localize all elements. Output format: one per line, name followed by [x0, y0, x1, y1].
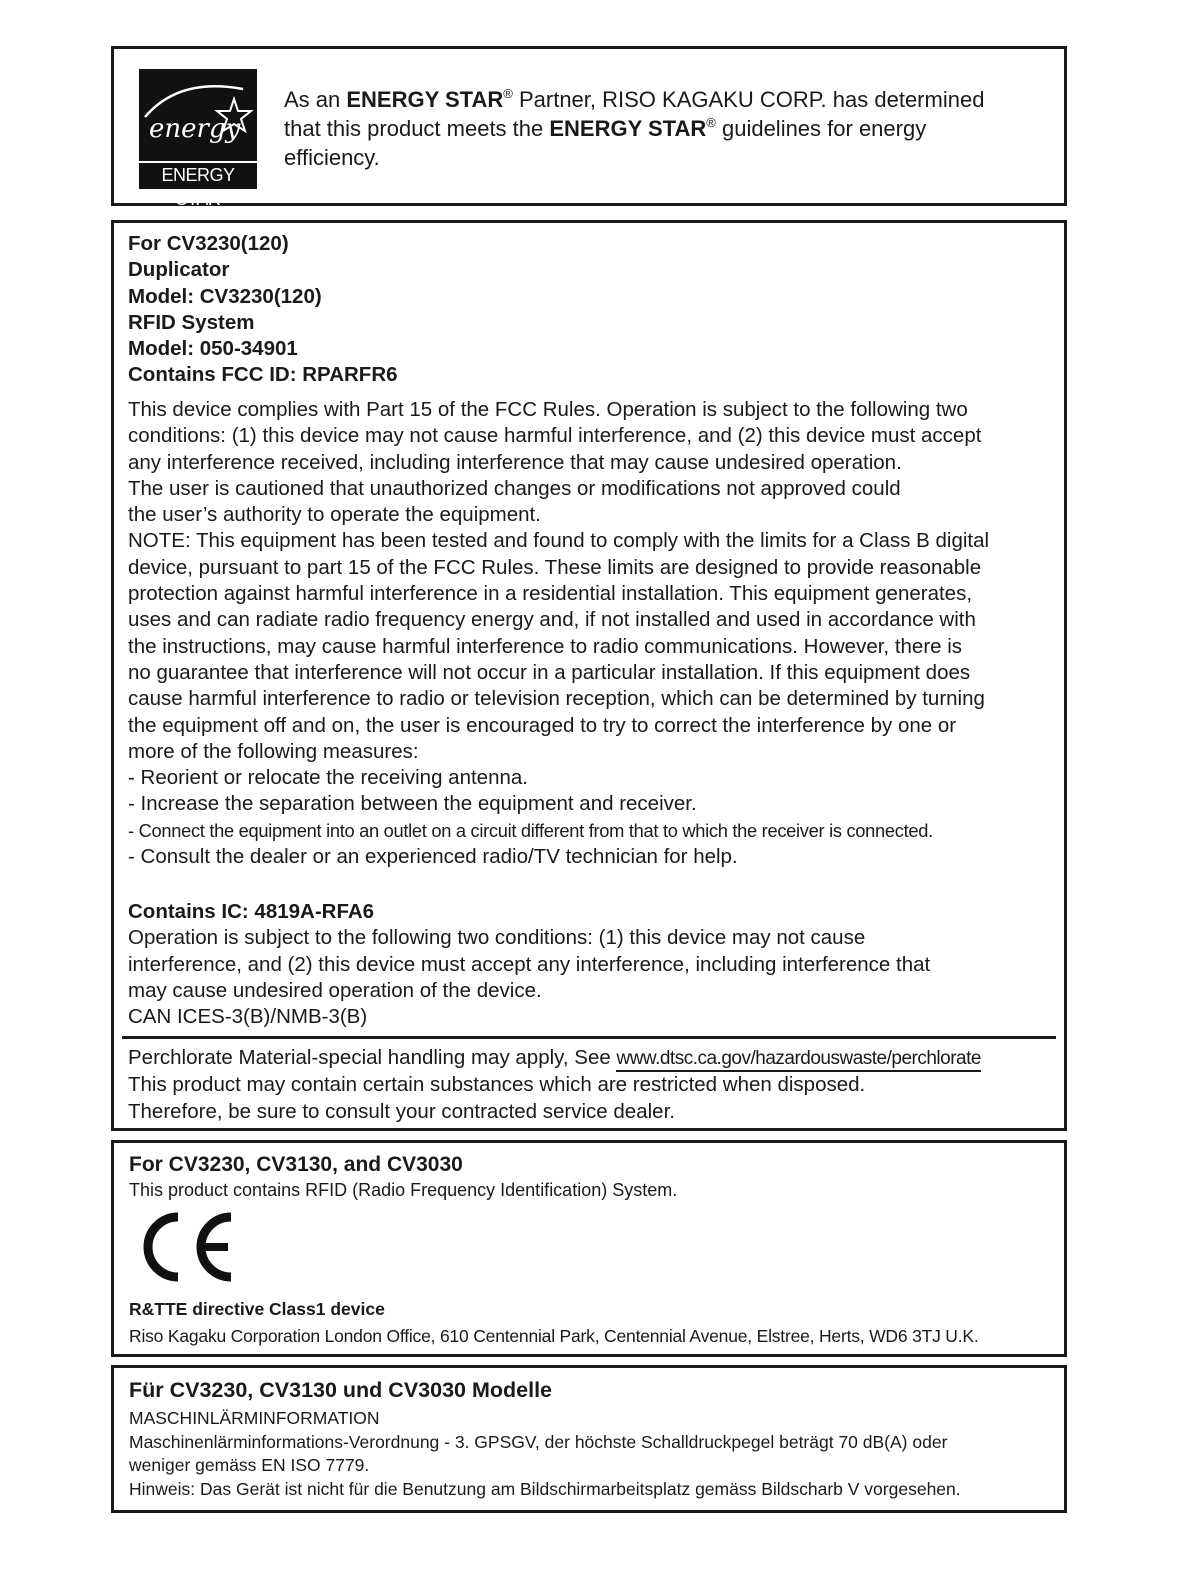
fcc-line: no guarantee that interference will not occur in a particular installation. If this equipment does: [128, 660, 971, 684]
rtte-directive: R&TTE directive Class1 device: [129, 1299, 385, 1319]
company-address: Riso Kagaku Corporation London Office, 610 Centennial Park, Centennial Avenue, Elstree, Herts, WD6 3TJ U.K.: [129, 1326, 979, 1346]
fcc-line: more of the following measures:: [128, 739, 419, 763]
german-line: Hinweis: Das Gerät ist nicht für die Benutzung am Bildschirmarbeitsplatz gemäss Bildscharb V vorgesehen.: [129, 1479, 961, 1500]
fcc-measure: - Reorient or relocate the receiving antenna.: [128, 766, 528, 790]
fcc-line: the instructions, may cause harmful interference to radio communications. However, there is: [128, 634, 963, 658]
ce-mark-icon: [136, 1209, 236, 1285]
disposal-line: This product may contain certain substances which are restricted when disposed.: [128, 1073, 866, 1097]
german-heading: Für CV3230, CV3130 und CV3030 Modelle: [129, 1378, 552, 1402]
german-line: weniger gemäss EN ISO 7779.: [129, 1455, 370, 1476]
ic-line: Operation is subject to the following two conditions: (1) this device may not cause: [128, 926, 866, 950]
fcc-header-line: For CV3230(120): [128, 232, 289, 255]
energy-star-notice: [111, 46, 1067, 209]
fcc-line: device, pursuant to part 15 of the FCC Rules. These limits are designed to provide reasonable: [128, 555, 982, 579]
fcc-line: The user is cautioned that unauthorized changes or modifications not approved could: [128, 476, 901, 500]
fcc-line: the equipment off and on, the user is encouraged to try to correct the interference by one or: [128, 713, 957, 737]
energy-star-logo-label: ENERGY STAR: [139, 161, 257, 187]
perchlorate-link[interactable]: www.dtsc.ca.gov/hazardouswaste/perchlorate: [616, 1048, 980, 1072]
ce-heading: For CV3230, CV3130, and CV3030: [129, 1153, 463, 1176]
energy-star-icon: [139, 69, 257, 163]
fcc-line: This device complies with Part 15 of the FCC Rules. Operation is subject to the following two: [128, 398, 968, 421]
energy-script: energy: [149, 114, 241, 144]
section-divider: [122, 1036, 1056, 1039]
fcc-line: NOTE: This equipment has been tested and found to comply with the limits for a Class B digital: [128, 529, 990, 553]
fcc-measure: - Increase the separation between the equipment and receiver.: [128, 792, 697, 816]
fcc-header-line: RFID System: [128, 310, 255, 334]
fcc-id: Contains FCC ID: RPARFR6: [128, 363, 398, 387]
energy-star-logo: [139, 69, 257, 209]
fcc-header-line: Model: 050-34901: [128, 337, 298, 361]
fcc-header-line: Model: CV3230(120): [128, 284, 322, 308]
energy-star-statement: As an ENERGY STAR® Partner, RISO KAGAKU CORP. has determined that this product meets the ENERGY STAR® guidelines for energy efficiency.: [284, 86, 985, 170]
fcc-measure: - Connect the equipment into an outlet on a circuit different from that to which the receiver is connected.: [128, 819, 933, 841]
fcc-line: uses and can radiate radio frequency energy and, if not installed and used in accordance with: [128, 608, 976, 632]
german-line: Maschinenlärminformations-Verordnung - 3. GPSGV, der höchste Schalldruckpegel beträgt 70 dB(A) oder: [129, 1431, 948, 1452]
german-line: MASCHINLÄRMINFORMATION: [129, 1408, 380, 1428]
fcc-line: conditions: (1) this device may not cause harmful interference, and (2) this device must accept: [128, 424, 982, 448]
fcc-line: the user’s authority to operate the equipment.: [128, 503, 541, 527]
perchlorate-line: Perchlorate Material-special handling may apply, See www.dtsc.ca.gov/hazardouswaste/perchlorate: [128, 1045, 1054, 1072]
ic-heading: Contains IC: 4819A-RFA6: [128, 900, 375, 923]
ic-section: [128, 899, 1054, 1030]
perchlorate-section: [128, 1045, 1054, 1125]
ce-notice: [111, 1140, 1067, 1357]
disposal-line: Therefore, be sure to consult your contracted service dealer.: [128, 1099, 675, 1123]
fcc-notice: [111, 220, 1067, 1131]
ic-line: interference, and (2) this device must accept any interference, including interference that: [128, 952, 931, 976]
fcc-line: cause harmful interference to radio or television reception, which can be determined by turning: [128, 687, 985, 711]
ce-subtext: This product contains RFID (Radio Frequency Identification) System.: [129, 1180, 678, 1200]
german-noise-notice: [111, 1365, 1067, 1513]
ices-line: CAN ICES-3(B)/NMB-3(B): [128, 1005, 368, 1029]
fcc-measure: - Consult the dealer or an experienced radio/TV technician for help.: [128, 845, 738, 869]
fcc-line: any interference received, including interference that may cause undesired operation.: [128, 450, 902, 474]
ic-line: may cause undesired operation of the device.: [128, 978, 542, 1002]
fcc-header: [128, 231, 1054, 389]
german-body: [129, 1407, 961, 1502]
fcc-line: protection against harmful interference in a residential installation. This equipment generates,: [128, 582, 973, 606]
fcc-header-line: Duplicator: [128, 258, 230, 282]
fcc-body: [128, 397, 1054, 870]
